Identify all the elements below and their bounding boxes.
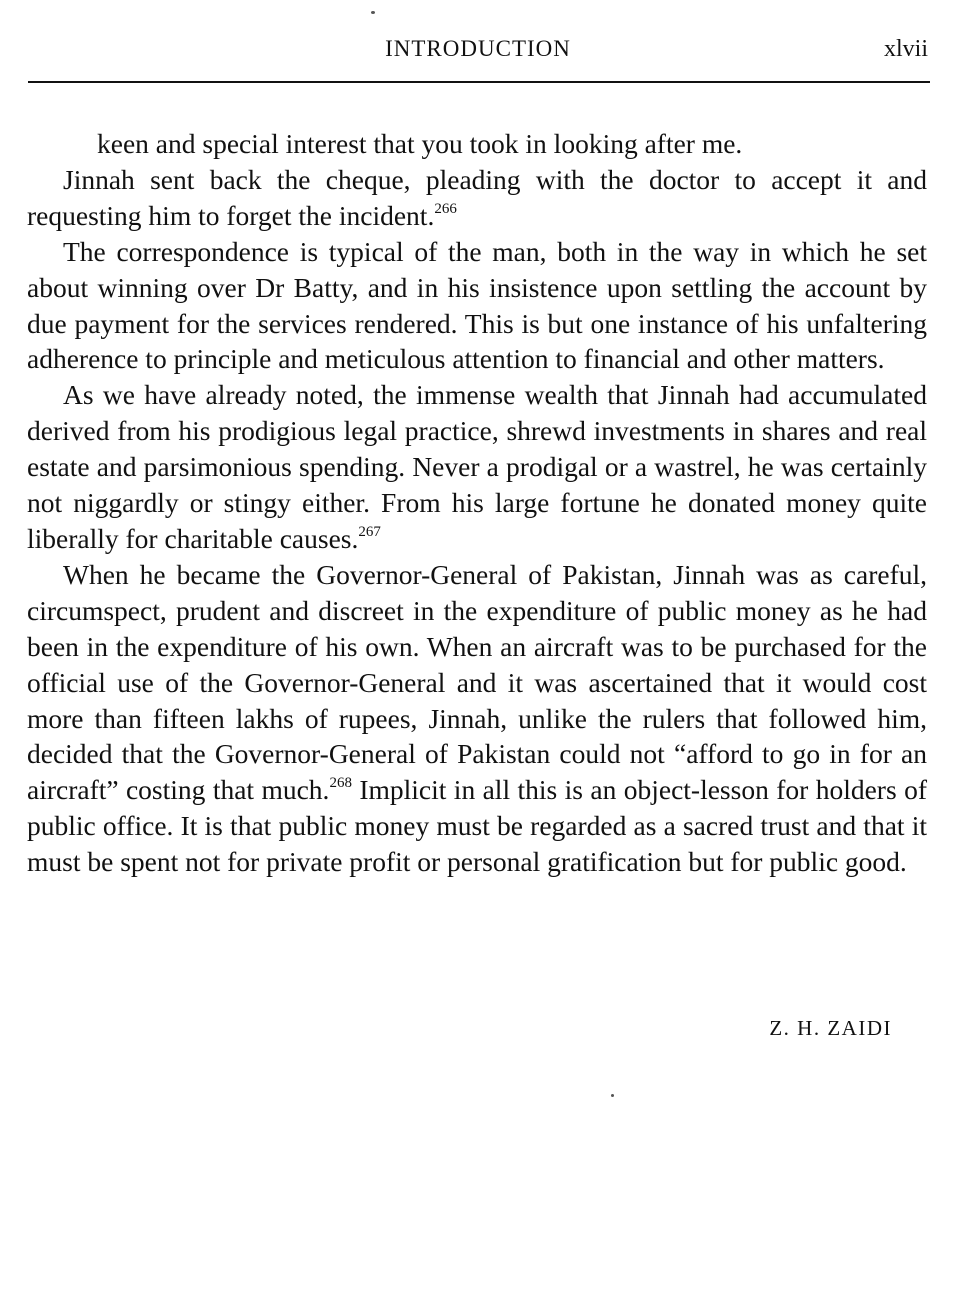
running-title: INTRODUCTION — [385, 36, 571, 61]
print-speck — [611, 1094, 614, 1097]
paragraph-text: When he became the Governor-General of Pakistan, Jinnah was as careful, circumspect, prudent and discreet in the expenditure of public money as he had been in the expenditure of his own. When an aircraft was to be purchased for the official use of the Governor-General and it was ascertained that it would cost more than fifteen lakhs of rupees, Jinnah, unlike the rulers that followed him, decided that the Governor-General of Pakistan could not “afford to go in for an aircraft” costing that much. — [27, 558, 927, 806]
author-signature: Z. H. ZAIDI — [769, 1016, 892, 1040]
print-speck — [371, 11, 375, 14]
paragraph-text: As we have already noted, the immense wealth that Jinnah had accumulated derived from his prodigious legal practice, shrewd investments in shares and real estate and parsimonious spending. Never a prodigal or a wastrel, he was certainly not niggardly or stingy either. From his large fortune he donated money quite liberally for charitable causes. — [27, 379, 927, 554]
running-head — [28, 36, 928, 68]
header-rule — [28, 81, 930, 83]
paragraph-text: Jinnah sent back the cheque, pleading with the doctor to accept it and requesting him to forget the incident. — [27, 163, 927, 231]
paragraph-text: Implicit in all this is an object-lesson for holders of public office. It is that public money must be regarded as a sacred trust and that it must be spent not for private profit or personal gratification but for public good. — [27, 774, 927, 878]
page-number: xlvii — [883, 36, 928, 62]
quote-continuation: keen and special interest that you took in looking after me. — [97, 128, 743, 159]
paragraph-text: The correspondence is typical of the man, both in the way in which he set about winning over Dr Batty, and in his insistence upon settling the account by due payment for the services rendered. This is but one instance of his unfaltering adherence to principle and meticulous attention to financial and other matters. — [27, 235, 927, 375]
paragraph — [27, 162, 927, 234]
body-text — [27, 126, 927, 880]
paragraph — [27, 557, 927, 880]
footnote-ref: 267 — [358, 523, 381, 540]
paragraph — [27, 377, 927, 557]
footnote-ref: 268 — [329, 775, 352, 792]
footnote-ref: 266 — [434, 200, 457, 217]
paragraph — [27, 234, 927, 378]
